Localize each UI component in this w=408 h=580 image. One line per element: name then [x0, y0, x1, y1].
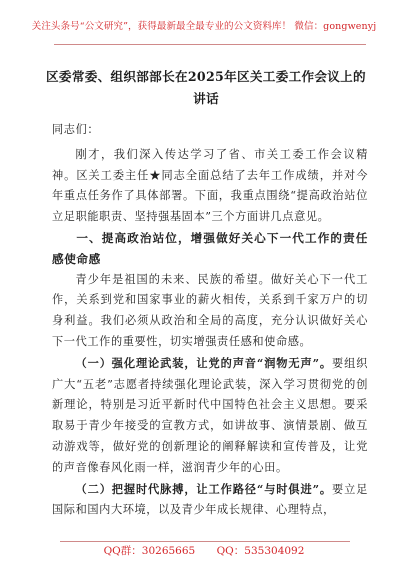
document-title: 区委常委、组织部部长在2025年区关工委工作会议上的讲话 — [46, 69, 366, 106]
subsection-2-text: 要立足国际和国内大环境，以及青少年成长规律、心理特点， — [52, 482, 368, 517]
intro-paragraph: 刚才，我们深入传达学习了省、市关工委工作会议精神。区关工委主任★同志全面总结了去年工作成绩，并对今年重点任务作了具体部署。下面，我重点围绕“提高政治站位立足职能职责、坚持强基固本”三个方面讲几点意见。 — [52, 147, 368, 224]
footer-divider — [60, 541, 350, 542]
subsection-1-heading: （一）强化理论武装，让党的声音“润物无声”。 — [75, 355, 333, 370]
subsection-2-heading: （二）把握时代脉搏，让工作路径“与时俱进”。 — [75, 481, 333, 496]
greeting: 同志们： — [52, 123, 100, 136]
contact-footer — [0, 543, 408, 558]
header-divider — [54, 44, 366, 45]
section-paragraph: 青少年是祖国的未来、民族的希望。做好关心下一代工作，关系到党和国家事业的薪火相传，关系到千家万户的切身利益。我们必须从政治和全局的高度，充分认识做好关心下一代工作的重要性，切实增强责任感和使命感。 — [52, 272, 368, 348]
subsection-1 — [52, 353, 368, 479]
qq-contact: QQ：535304092 — [216, 545, 305, 557]
subsection-1-text: 要组织广大“五老”志愿者持续强化理论武装，深入学习贯彻党的创新理论，特别是习近平新时代中国特色社会主义思想。要采取易于青少年接受的宣教方式，如讲故事、演情景剧、做互动游戏等，做好党的创新理论的阐释解读和宣传普及，让党的声音像春风化雨一样，滋润青少年的心田。 — [52, 356, 368, 474]
document-body — [52, 120, 368, 521]
promo-banner: 关注头条号“公文研究”，获得最新最全最专业的公文资料库！ 微信：gongwenyj — [31, 21, 377, 32]
qq-group: QQ群：30265665 — [103, 545, 196, 557]
section-heading-1: 一、提高政治站位，增强做好关心下一代工作的责任感使命感 — [52, 230, 368, 266]
subsection-2 — [52, 479, 368, 522]
